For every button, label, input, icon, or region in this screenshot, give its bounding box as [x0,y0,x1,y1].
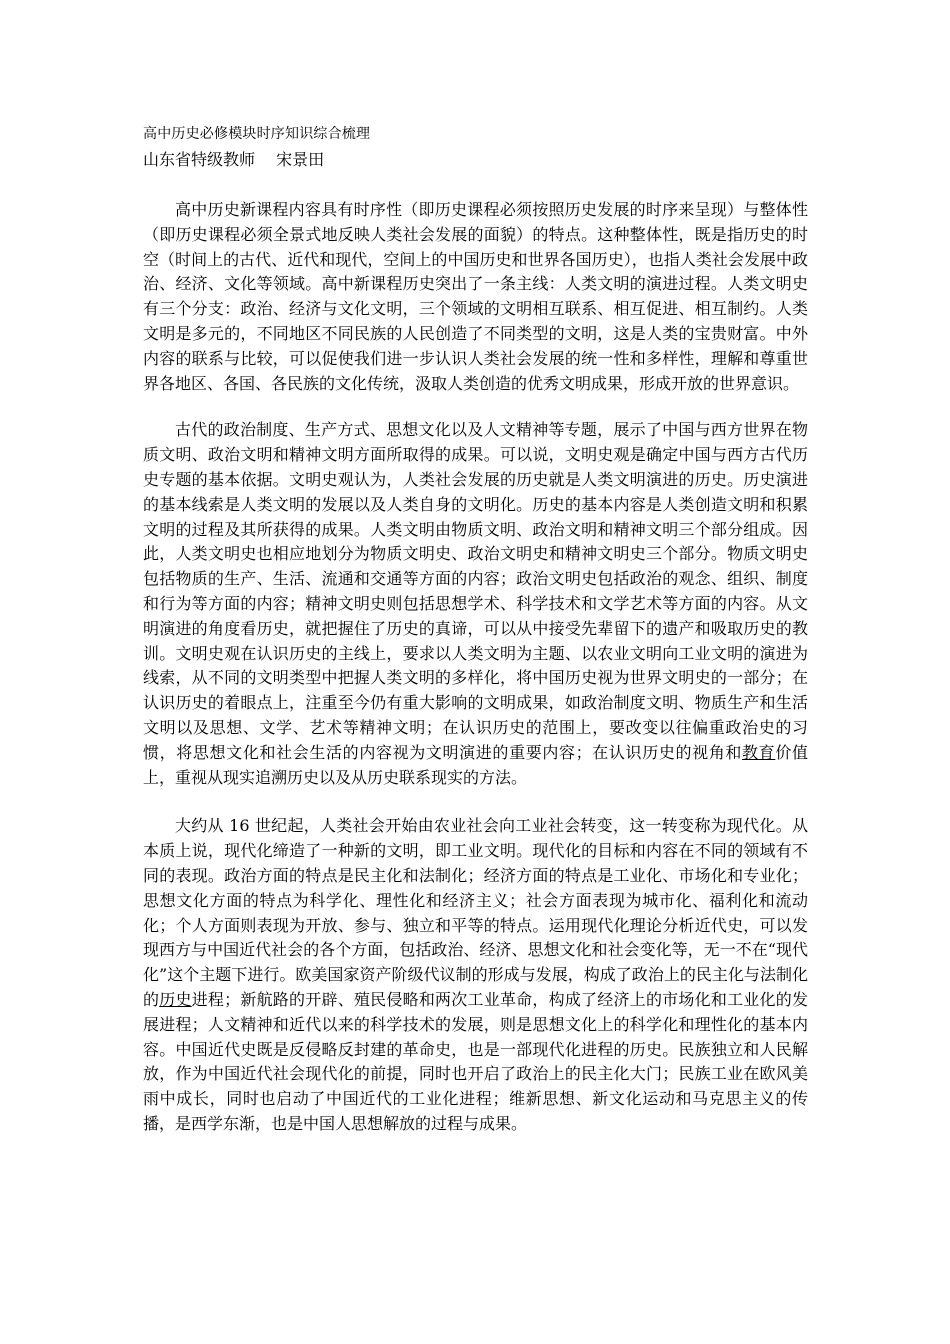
document-title: 高中历史必修模块时序知识综合梳理 [143,126,371,142]
paragraph-intro: 高中历史新课程内容具有时序性（即历史课程必须按照历史发展的时序来呈现）与整体性（即历史课程必须全景式地反映人类社会发展的面貌）的特点。这种整体性，既是指历史的时空（时间上的古代、近代和现代，空间上的中国历史和世界各国历史），也指人类社会发展中政治、经济、文化等领域。高中新课程历史突出了一条主线：人类文明的演进过程。人类文明史有三个分支：政治、经济与文化文明，三个领域的文明相互联系、相互促进、相互制约。人类文明是多元的，不同地区不同民族的人民创造了不同类型的文明，这是人类的宝贵财富。中外内容的联系与比较，可以促使我们进一步认识人类社会发展的统一性和多样性，理解和尊重世界各地区、各国、各民族的文化传统，汲取人类创造的优秀文明成果，形成开放的世界意识。 [143,200,808,393]
paragraph-text: 价值上，重视从现实追溯历史以及从历史联系现实的方法。 [143,742,808,787]
education-link[interactable]: 教育 [742,742,776,762]
history-link[interactable]: 历史 [159,989,192,1009]
paragraph-text: 进程；新航路的开辟、殖民侵略和两次工业革命，构成了经济上的市场化和工业化的发展进程；人文精神和近代以来的科学技术的发展，则是思想文化上的科学化和理性化的基本内容。中国近代史既是反侵略反封建的革命史，也是一部现代化进程的历史。民族独立和人民解放，作为中国近代社会现代化的前提，同时也开启了政治上的民主化大门；民族工业在欧风美雨中成长，同时也启动了中国近代的工业化进程；维新思想、新文化运动和马克思主义的传播，是西学东渐，也是中国人思想解放的过程与成果。 [143,989,808,1133]
paragraph-civilization-view [143,418,808,790]
author-line: 山东省特级教师 宋景田 [143,150,325,169]
paragraph-text: 大约从 16 世纪起，人类社会开始由农业社会向工业社会转变，这一转变称为现代化。从本质上说，现代化缔造了一种新的文明，即工业文明。现代化的目标和内容在不同的领域有不同的表现。政治方面的特点是民主化和法制化；经济方面的特点是工业化、市场化和专业化；思想文化方面的特点为科学化、理性化和经济主义；社会方面表现为城市化、福利化和流动化；个人方面则表现为开放、参与、独立和平等的特点。运用现代化理论分析近代史，可以发现西方与中国近代社会的各个方面，包括政治、经济、思想文化和社会变化等，无一不在“现代化”这个主题下进行。欧美国家资产阶级代议制的形成与发展，构成了政治上的民主化与法制化的 [143,816,808,1009]
document-body [143,198,808,1137]
paragraph-modernization [143,814,808,1136]
paragraph-text: 古代的政治制度、生产方式、思想文化以及人文精神等专题，展示了中国与西方世界在物质文明、政治文明和精神文明方面所取得的成果。可以说，文明史观是确定中国与西方古代历史专题的基本依据。文明史观认为，人类社会发展的历史就是人类文明演进的历史。历史演进的基本线索是人类文明的发展以及人类自身的文明化。历史的基本内容是人类创造文明和积累文明的过程及其所获得的成果。人类文明由物质文明、政治文明和精神文明三个部分组成。因此，人类文明史也相应地划分为物质文明史、政治文明史和精神文明史三个部分。物质文明史包括物质的生产、生活、流通和交通等方面的内容；政治文明史包括政治的观念、组织、制度和行为等方面的内容；精神文明史则包括思想学术、科学技术和文学艺术等方面的内容。从文明演进的角度看历史，就把握住了历史的真谛，可以从中接受先辈留下的遗产和吸取历史的教训。文明史观在认识历史的主线上，要求以人类文明为主题、以农业文明向工业文明的演进为线索，从不同的文明类型中把握人类文明的多样化，将中国历史视为世界文明史的一部分；在认识历史的着眼点上，注重至今仍有重大影响的文明成果，如政治制度文明、物质生产和生活文明以及思想、文学、艺术等精神文明；在认识历史的范围上，要改变以往偏重政治史的习惯，将思想文化和社会生活的内容视为文明演进的重要内容；在认识历史的视角和 [143,420,808,762]
